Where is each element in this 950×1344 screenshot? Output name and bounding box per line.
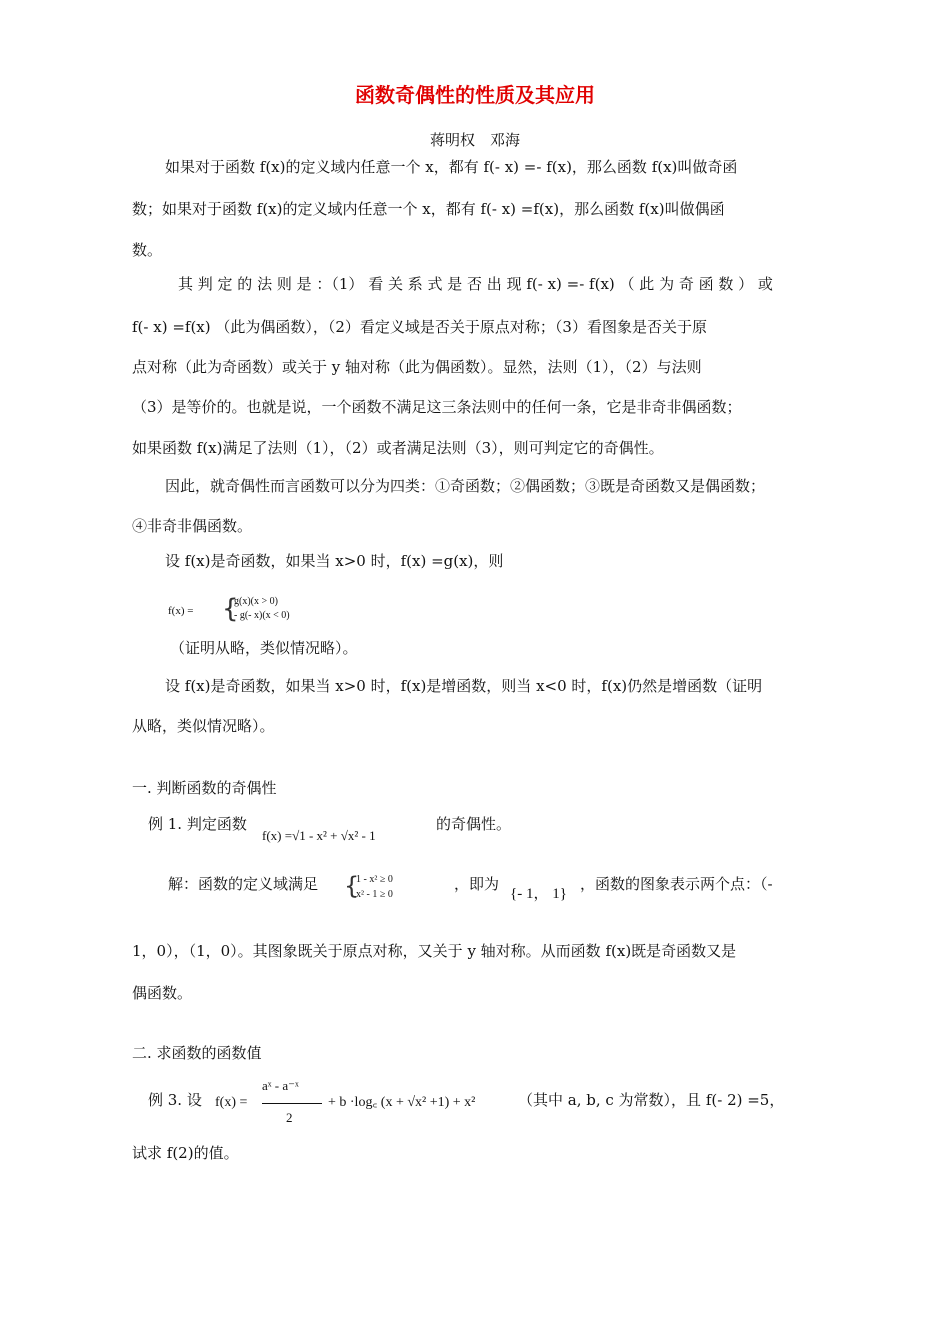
mono-line-2: 从略，类似情况略）。: [132, 717, 275, 735]
authors: 蒋明权 邓海: [429, 131, 520, 149]
example-3-fx: f(x) =: [215, 1095, 248, 1110]
document-title: 函数奇偶性的性质及其应用: [355, 83, 595, 107]
solution-line-2: 1，0），（1，0）。其图象既关于原点对称，又关于 y 轴对称。从而函数 f(x)既是奇函数又是: [132, 942, 737, 960]
system-ineq-2: x² - 1 ≥ 0: [356, 889, 393, 900]
solution-mid: ，即为: [454, 875, 500, 893]
example-3-label: 例 3. 设: [148, 1091, 202, 1109]
fraction-denominator: 2: [286, 1110, 293, 1125]
example-3-tail: （其中 a, b, c 为常数），且 f(- 2) =5，: [518, 1091, 785, 1109]
section-1-heading: 一. 判断函数的奇偶性: [132, 779, 277, 797]
rules-line-1: 其 判 定 的 法 则 是 ：（1） 看 关 系 式 是 否 出 现 f(- x) =- f(x) （ 此 为 奇 函 数 ） 或: [178, 275, 773, 293]
piecewise-case-1: g(x)(x > 0): [234, 596, 278, 607]
solution-line-3: 偶函数。: [132, 984, 193, 1002]
system-ineq-1: 1 - x² ≥ 0: [356, 874, 393, 885]
odd-def-line: 设 f(x)是奇函数，如果当 x>0 时，f(x) =g(x)，则: [165, 552, 504, 570]
section-2-heading: 二. 求函数的函数值: [132, 1044, 262, 1062]
classes-line-1: 因此，就奇偶性而言函数可以分为四类：①奇函数；②偶函数；③既是奇函数又是偶函数；: [165, 477, 766, 495]
rules-line-5: 如果函数 f(x)满足了法则（1），（2）或者满足法则（3），则可判定它的奇偶性。: [132, 439, 664, 457]
piecewise-case-2: - g(- x)(x < 0): [234, 610, 290, 621]
classes-line-2: ④非奇非偶函数。: [132, 517, 253, 535]
solution-set: {- 1， 1}: [510, 886, 567, 902]
mono-line-1: 设 f(x)是奇函数，如果当 x>0 时，f(x)是增函数，则当 x<0 时，f(x)仍然是增函数（证明: [165, 677, 763, 695]
fraction-bar: [262, 1103, 322, 1104]
left-brace-icon: {: [222, 594, 239, 624]
intro-line-1: 如果对于函数 f(x)的定义域内任意一个 x，都有 f(- x) =- f(x)，那么函数 f(x)叫做奇函: [165, 158, 738, 176]
solution-tail: ，函数的图象表示两个点：（-: [580, 875, 773, 893]
rules-line-2: f(- x) =f(x) （此为偶函数），（2）看定义域是否关于原点对称；（3）看图象是否关于原: [132, 318, 707, 336]
example-3-formula-rest: + b ·log꜀ (x + √x² +1) + x²: [328, 1095, 476, 1110]
rules-line-4: （3）是等价的。也就是说，一个函数不满足这三条法则中的任何一条，它是非奇非偶函数；: [132, 398, 742, 416]
rules-line-3: 点对称（此为奇函数）或关于 y 轴对称（此为偶函数）。显然，法则（1），（2）与法则: [132, 358, 702, 376]
proof-note: （证明从略，类似情况略）。: [170, 639, 358, 657]
example-3-line-2: 试求 f(2)的值。: [132, 1144, 239, 1162]
example-1-formula: f(x) =√1 - x² + √x² - 1: [262, 828, 376, 843]
piecewise-lhs: f(x) =: [168, 605, 194, 617]
fraction-numerator: aˣ - a⁻ˣ: [262, 1078, 299, 1093]
system-brace-icon: {: [344, 872, 360, 900]
solution-label: 解：函数的定义域满足: [168, 875, 319, 893]
example-1-label: 例 1. 判定函数: [148, 815, 247, 833]
intro-line-2: 数；如果对于函数 f(x)的定义域内任意一个 x，都有 f(- x) =f(x)，那么函数 f(x)叫做偶函: [132, 200, 725, 218]
example-1-tail: 的奇偶性。: [436, 815, 512, 833]
intro-line-3: 数。: [132, 241, 163, 259]
